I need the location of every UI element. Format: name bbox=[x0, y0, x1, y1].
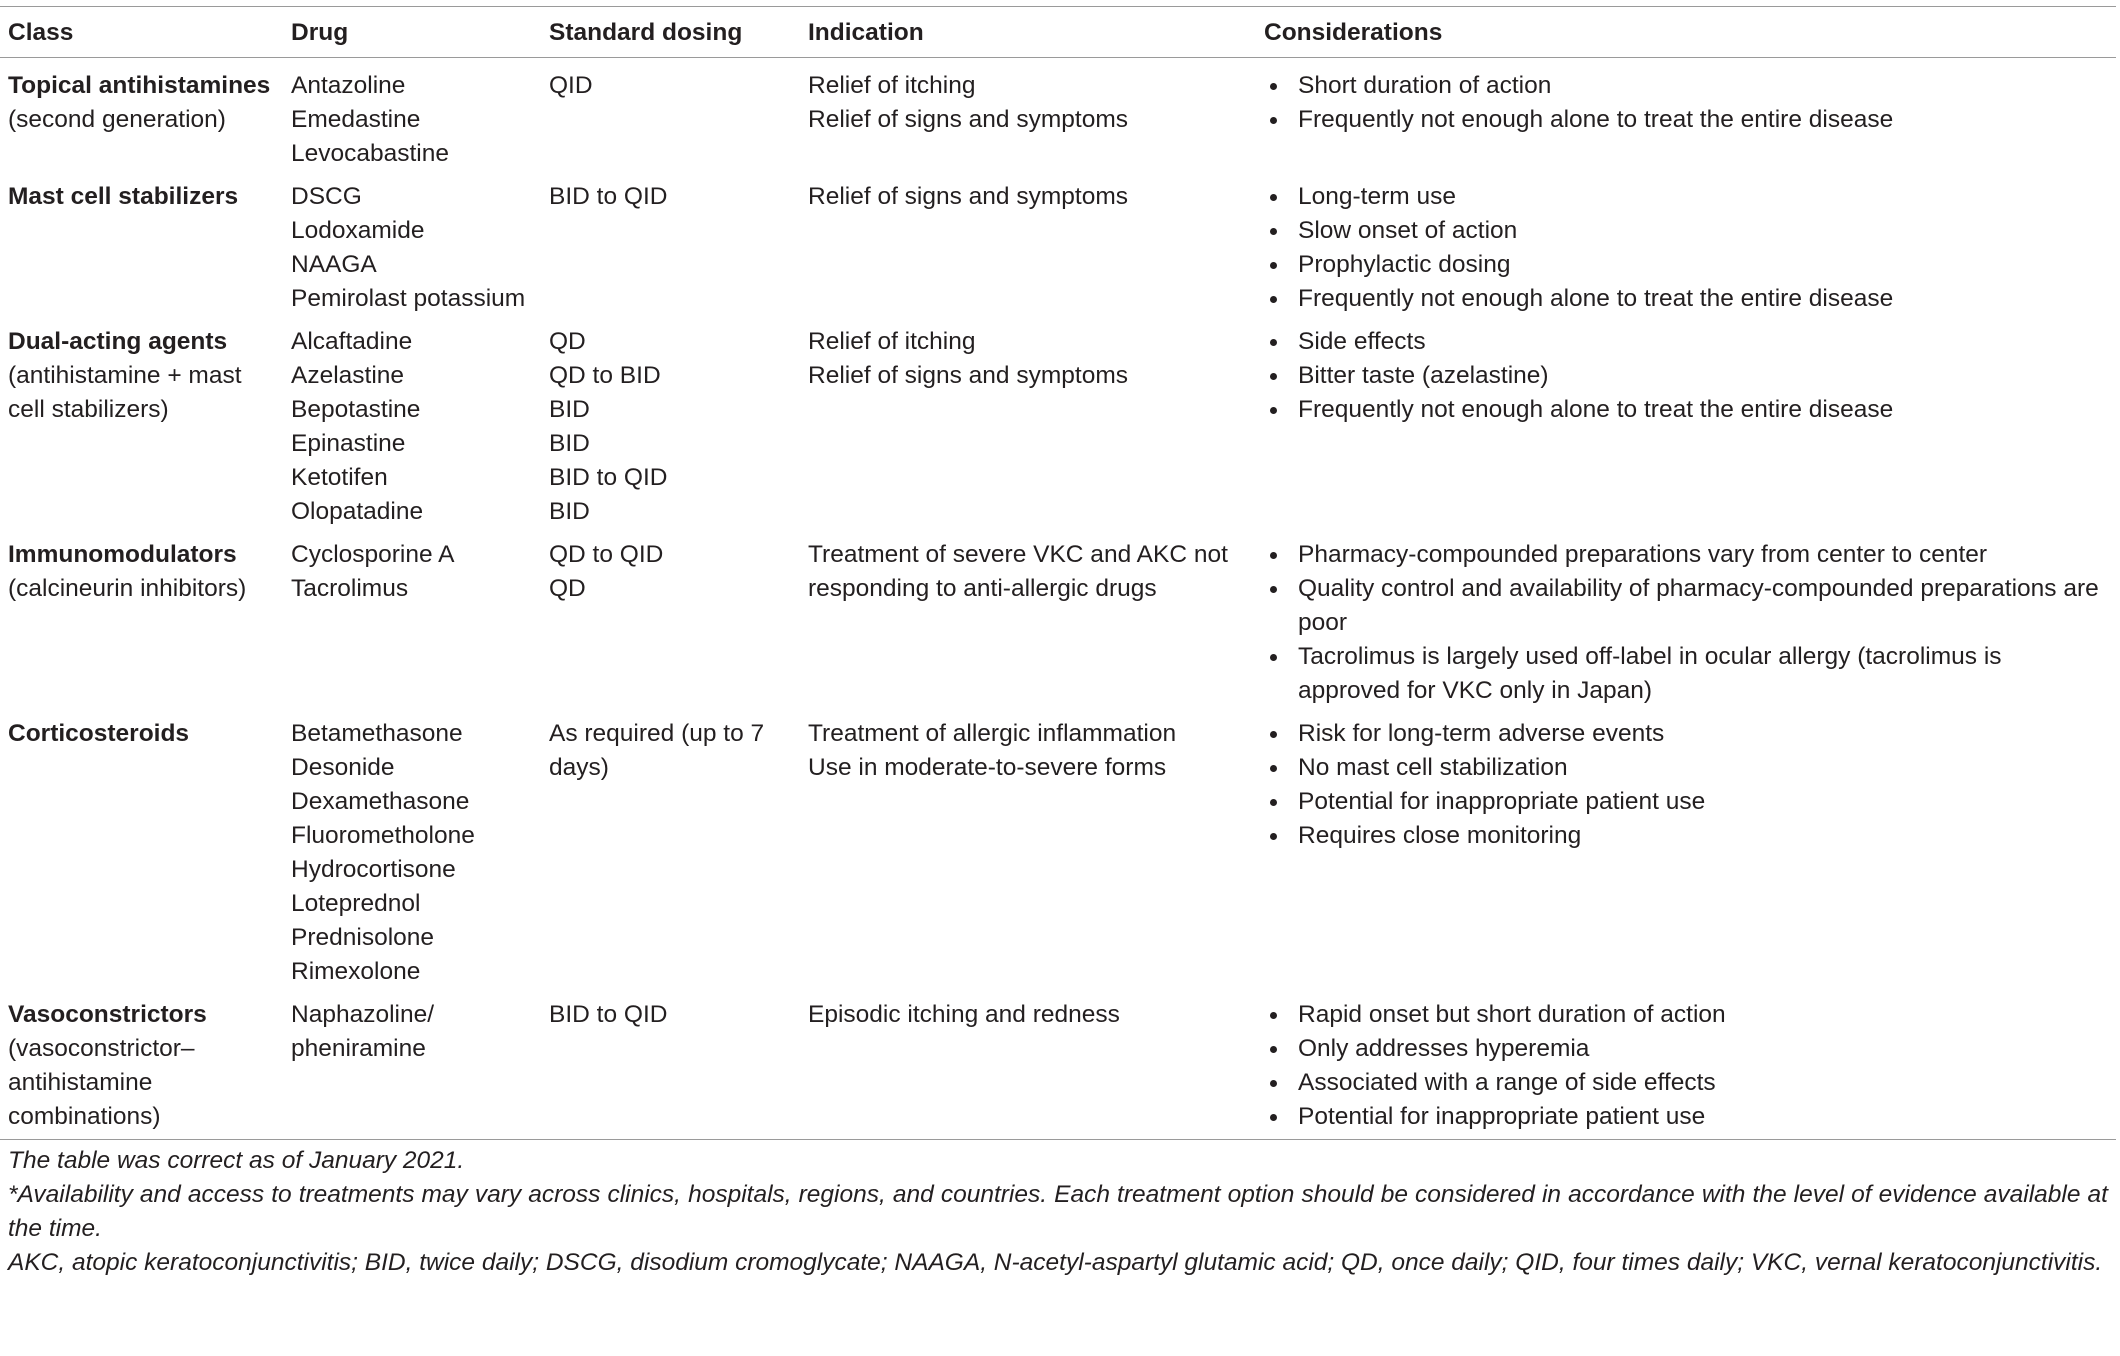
dosing-value: QD to QID bbox=[549, 541, 664, 568]
consideration-item: Pharmacy-compounded preparations vary from center to center bbox=[1264, 538, 2108, 572]
drug-name: Bepotastine bbox=[291, 396, 421, 423]
consideration-item: Bitter taste (azelastine) bbox=[1264, 359, 2108, 393]
dosing-value: BID bbox=[549, 430, 590, 457]
drug-name: Cyclosporine A bbox=[291, 541, 455, 568]
header-class: Class bbox=[8, 19, 74, 46]
footnote-date: The table was correct as of January 2021. bbox=[8, 1147, 465, 1174]
indication-text: Relief of signs and symptoms bbox=[808, 106, 1128, 133]
cell-considerations bbox=[1256, 321, 2116, 534]
table-header bbox=[0, 7, 2116, 58]
drug-name: Tacrolimus bbox=[291, 575, 409, 602]
table-footnotes bbox=[0, 1140, 2116, 1280]
cell-dosing bbox=[541, 58, 800, 177]
class-name: Dual-acting agents bbox=[8, 328, 228, 355]
drug-name: Pemirolast potassium bbox=[291, 285, 526, 312]
cell-indication bbox=[800, 321, 1256, 534]
indication-text: Treatment of severe VKC and AKC not responding to anti-allergic drugs bbox=[808, 541, 1228, 602]
table-row bbox=[0, 321, 2116, 534]
cell-class bbox=[0, 713, 283, 994]
footnote-availability: *Availability and access to treatments may vary across clinics, hospitals, regions, and countries. Each treatment option should be considered in accordance with the level of evidence available at the time. bbox=[8, 1181, 2108, 1242]
consideration-item: Side effects bbox=[1264, 325, 2108, 359]
drug-name: Epinastine bbox=[291, 430, 406, 457]
class-subtitle: (vasoconstrictor–antihistamine combinations) bbox=[8, 1035, 195, 1130]
drug-name: Naphazoline/ pheniramine bbox=[291, 1001, 435, 1062]
table-row bbox=[0, 58, 2116, 177]
drug-name: Lodoxamide bbox=[291, 217, 425, 244]
table-row bbox=[0, 176, 2116, 321]
cell-considerations bbox=[1256, 176, 2116, 321]
class-subtitle: (antihistamine + mast cell stabilizers) bbox=[8, 362, 242, 423]
treatment-table-container bbox=[0, 6, 2120, 1280]
drug-name: Prednisolone bbox=[291, 924, 435, 951]
consideration-item: Potential for inappropriate patient use bbox=[1264, 1100, 2108, 1134]
cell-class bbox=[0, 321, 283, 534]
drug-name: Betamethasone bbox=[291, 720, 463, 747]
dosing-value: QD to BID bbox=[549, 362, 661, 389]
indication-text: Episodic itching and redness bbox=[808, 1001, 1120, 1028]
cell-considerations bbox=[1256, 713, 2116, 994]
indication-text: Relief of signs and symptoms bbox=[808, 362, 1128, 389]
consideration-item: Associated with a range of side effects bbox=[1264, 1066, 2108, 1100]
indication-text: Treatment of allergic inflammation bbox=[808, 720, 1177, 747]
cell-considerations bbox=[1256, 58, 2116, 177]
indication-text: Relief of signs and symptoms bbox=[808, 183, 1128, 210]
indication-text: Relief of itching bbox=[808, 328, 976, 355]
drug-name: Ketotifen bbox=[291, 464, 388, 491]
cell-dosing bbox=[541, 534, 800, 713]
dosing-value: QD bbox=[549, 575, 586, 602]
drug-name: Antazoline bbox=[291, 72, 406, 99]
consideration-item: Only addresses hyperemia bbox=[1264, 1032, 2108, 1066]
drug-name: Emedastine bbox=[291, 106, 421, 133]
cell-dosing bbox=[541, 994, 800, 1140]
header-standard-dosing: Standard dosing bbox=[549, 19, 743, 46]
class-name: Corticosteroids bbox=[8, 720, 190, 747]
indication-text: Relief of itching bbox=[808, 72, 976, 99]
considerations-list bbox=[1264, 325, 2108, 427]
drug-name: Rimexolone bbox=[291, 958, 421, 985]
table-body bbox=[0, 58, 2116, 1140]
drug-name: Olopatadine bbox=[291, 498, 424, 525]
indication-text: Use in moderate-to-severe forms bbox=[808, 754, 1167, 781]
considerations-list bbox=[1264, 998, 2108, 1134]
cell-indication bbox=[800, 176, 1256, 321]
header-indication: Indication bbox=[808, 19, 924, 46]
consideration-item: Rapid onset but short duration of action bbox=[1264, 998, 2108, 1032]
cell-considerations bbox=[1256, 534, 2116, 713]
dosing-value: BID bbox=[549, 498, 590, 525]
footnote-abbreviations: AKC, atopic keratoconjunctivitis; BID, twice daily; DSCG, disodium cromoglycate; NAAGA, N-acetyl-aspartyl glutamic acid; QD, once daily; QID, four times daily; VKC, vernal keratoconjunctivitis. bbox=[8, 1249, 2103, 1276]
consideration-item: Potential for inappropriate patient use bbox=[1264, 785, 2108, 819]
consideration-item: Tacrolimus is largely used off-label in ocular allergy (tacrolimus is approved for VKC only in Japan) bbox=[1264, 640, 2108, 708]
table-row bbox=[0, 534, 2116, 713]
cell-dosing bbox=[541, 713, 800, 994]
consideration-item: Quality control and availability of pharmacy-compounded preparations are poor bbox=[1264, 572, 2108, 640]
consideration-item: Requires close monitoring bbox=[1264, 819, 2108, 853]
treatment-table bbox=[0, 6, 2116, 1140]
considerations-list bbox=[1264, 180, 2108, 316]
drug-name: Azelastine bbox=[291, 362, 405, 389]
consideration-item: Frequently not enough alone to treat the entire disease bbox=[1264, 103, 2108, 137]
class-name: Mast cell stabilizers bbox=[8, 183, 239, 210]
consideration-item: Risk for long-term adverse events bbox=[1264, 717, 2108, 751]
dosing-value: BID to QID bbox=[549, 183, 668, 210]
cell-indication bbox=[800, 534, 1256, 713]
consideration-item: Slow onset of action bbox=[1264, 214, 2108, 248]
drug-name: Alcaftadine bbox=[291, 328, 413, 355]
cell-drug bbox=[283, 713, 541, 994]
cell-drug bbox=[283, 534, 541, 713]
drug-name: Levocabastine bbox=[291, 140, 450, 167]
header-drug: Drug bbox=[291, 19, 349, 46]
cell-considerations bbox=[1256, 994, 2116, 1140]
consideration-item: Long-term use bbox=[1264, 180, 2108, 214]
class-subtitle: (calcineurin inhibitors) bbox=[8, 575, 247, 602]
drug-name: Hydrocortisone bbox=[291, 856, 456, 883]
cell-indication bbox=[800, 58, 1256, 177]
class-name: Immunomodulators bbox=[8, 541, 237, 568]
cell-indication bbox=[800, 994, 1256, 1140]
dosing-value: As required (up to 7 days) bbox=[549, 720, 765, 781]
dosing-value: QID bbox=[549, 72, 593, 99]
considerations-list bbox=[1264, 717, 2108, 853]
dosing-value: BID to QID bbox=[549, 1001, 668, 1028]
drug-name: Loteprednol bbox=[291, 890, 421, 917]
cell-drug bbox=[283, 994, 541, 1140]
drug-name: Desonide bbox=[291, 754, 395, 781]
cell-drug bbox=[283, 321, 541, 534]
consideration-item: Frequently not enough alone to treat the entire disease bbox=[1264, 393, 2108, 427]
dosing-value: QD bbox=[549, 328, 586, 355]
dosing-value: BID to QID bbox=[549, 464, 668, 491]
header-row bbox=[0, 7, 2116, 58]
drug-name: NAAGA bbox=[291, 251, 377, 278]
class-name: Topical antihistamines bbox=[8, 72, 271, 99]
class-subtitle: (second generation) bbox=[8, 106, 226, 133]
consideration-item: Short duration of action bbox=[1264, 69, 2108, 103]
cell-class bbox=[0, 994, 283, 1140]
header-considerations: Considerations bbox=[1264, 19, 1443, 46]
cell-drug bbox=[283, 58, 541, 177]
drug-name: DSCG bbox=[291, 183, 362, 210]
cell-class bbox=[0, 58, 283, 177]
drug-name: Dexamethasone bbox=[291, 788, 470, 815]
cell-class bbox=[0, 534, 283, 713]
cell-class bbox=[0, 176, 283, 321]
table-row bbox=[0, 994, 2116, 1140]
cell-dosing bbox=[541, 321, 800, 534]
consideration-item: No mast cell stabilization bbox=[1264, 751, 2108, 785]
consideration-item: Frequently not enough alone to treat the entire disease bbox=[1264, 282, 2108, 316]
considerations-list bbox=[1264, 69, 2108, 137]
drug-name: Fluorometholone bbox=[291, 822, 475, 849]
class-name: Vasoconstrictors bbox=[8, 1001, 207, 1028]
table-row bbox=[0, 713, 2116, 994]
consideration-item: Prophylactic dosing bbox=[1264, 248, 2108, 282]
dosing-value: BID bbox=[549, 396, 590, 423]
cell-indication bbox=[800, 713, 1256, 994]
cell-dosing bbox=[541, 176, 800, 321]
cell-drug bbox=[283, 176, 541, 321]
considerations-list bbox=[1264, 538, 2108, 708]
